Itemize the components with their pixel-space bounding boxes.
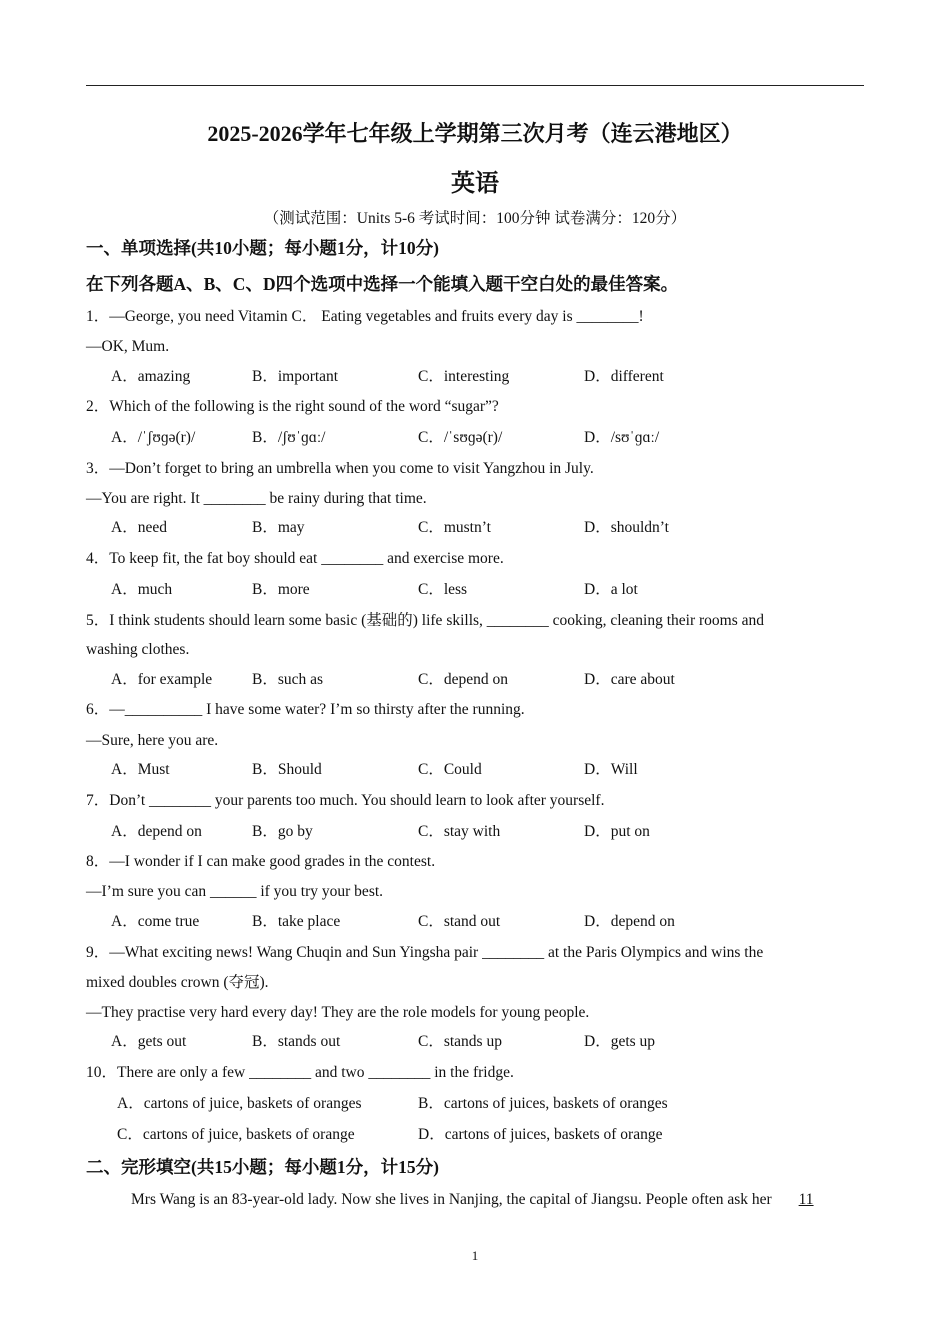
q8-option-a: A．come true [111,913,200,930]
question-10-stem: 10．There are only a few ________ and two ________ in the fridge. [86,1064,514,1081]
question-5-stem: 5．I think students should learn some basic (基础的) life skills, ________ cooking, cleaning their rooms and [86,612,765,629]
q5-option-d: D．care about [584,671,675,688]
q1-option-c: C．interesting [418,368,510,385]
question-4-stem: 4．To keep fit, the fat boy should eat ________ and exercise more. [86,550,504,567]
question-5-stem-cont: washing clothes. [86,641,190,658]
question-9-reply: —They practise very hard every day! They are the role models for young people. [86,1004,590,1021]
q2-option-d: D．/sʊˈɡɑː/ [584,429,660,446]
q7-option-d: D．put on [584,823,650,840]
q9-option-b: B．stands out [252,1033,341,1050]
q4-option-d: D．a lot [584,581,638,598]
q9-option-a: A．gets out [111,1033,187,1050]
section1-heading: 一、单项选择(共10小题；每小题1分，计10分) [86,238,439,258]
q5-option-b: B．such as [252,671,324,688]
cloze-passage-text: Mrs Wang is an 83-year-old lady. Now she lives in Nanjing, the capital of Jiangsu. People often ask her [131,1191,772,1208]
cloze-blank-11: 11 [798,1191,814,1208]
section1-instruction: 在下列各题A、B、C、D四个选项中选择一个能填入题干空白处的最佳答案。 [86,274,679,294]
q1-option-d: D．different [584,368,664,385]
q6-option-d: D．Will [584,761,638,778]
cloze-passage-line [131,1191,814,1210]
page-number: 1 [471,1248,479,1263]
question-1-reply: —OK, Mum. [86,338,170,355]
q3-option-d: D．shouldn’t [584,519,669,536]
q10-option-b: B．cartons of juices, baskets of oranges [418,1095,668,1112]
q10-option-a: A．cartons of juice, baskets of oranges [117,1095,362,1112]
q3-option-b: B．may [252,519,305,536]
exam-title: 2025-2026学年七年级上学期第三次月考（连云港地区） [207,121,743,146]
q9-option-d: D．gets up [584,1033,656,1050]
q10-option-c: C．cartons of juice, baskets of orange [117,1126,355,1143]
q1-option-a: A．amazing [111,368,191,385]
question-3-stem: 3．—Don’t forget to bring an umbrella when you come to visit Yangzhou in July. [86,460,594,477]
q9-option-c: C．stands up [418,1033,502,1050]
top-rule [86,85,864,86]
q7-option-c: C．stay with [418,823,501,840]
question-3-reply: —You are right. It ________ be rainy during that time. [86,490,427,507]
question-1-stem: 1．—George, you need Vitamin C． Eating vegetables and fruits every day is ________! [86,308,644,325]
q4-option-c: C．less [418,581,468,598]
question-9-stem-cont: mixed doubles crown (夺冠). [86,974,269,991]
q4-option-b: B．more [252,581,310,598]
q8-option-d: D．depend on [584,913,675,930]
q2-option-a: A．/ˈʃʊɡə(r)/ [111,429,196,446]
q7-option-b: B．go by [252,823,313,840]
q8-option-c: C．stand out [418,913,501,930]
question-9-stem: 9．—What exciting news! Wang Chuqin and Sun Yingsha pair ________ at the Paris Olympics and wins the [86,944,764,961]
question-6-reply: —Sure, here you are. [86,732,219,749]
subject-title: 英语 [451,171,499,197]
q3-option-c: C．mustn’t [418,519,491,536]
q3-option-a: A．need [111,519,167,536]
q8-option-b: B．take place [252,913,341,930]
section2-heading: 二、完形填空(共15小题；每小题1分，计15分) [86,1157,439,1177]
q7-option-a: A．depend on [111,823,202,840]
q4-option-a: A．much [111,581,173,598]
q6-option-c: C．Could [418,761,482,778]
q1-option-b: B．important [252,368,339,385]
q5-option-c: C．depend on [418,671,508,688]
question-2-stem: 2．Which of the following is the right sound of the word “sugar”? [86,398,499,415]
q5-option-a: A．for example [111,671,213,688]
q6-option-a: A．Must [111,761,170,778]
q10-option-d: D．cartons of juices, baskets of orange [418,1126,663,1143]
q2-option-b: B．/ʃʊˈɡɑː/ [252,429,326,446]
question-8-reply: —I’m sure you can ______ if you try your best. [86,883,384,900]
question-6-stem: 6．—__________ I have some water? I’m so thirsty after the running. [86,701,525,718]
exam-meta: （测试范围：Units 5-6 考试时间：100分钟 试卷满分：120分） [263,210,687,227]
q2-option-c: C．/ˈsʊɡə(r)/ [418,429,503,446]
question-8-stem: 8．—I wonder if I can make good grades in the contest. [86,853,436,870]
q6-option-b: B．Should [252,761,322,778]
question-7-stem: 7．Don’t ________ your parents too much. You should learn to look after yourself. [86,792,605,809]
